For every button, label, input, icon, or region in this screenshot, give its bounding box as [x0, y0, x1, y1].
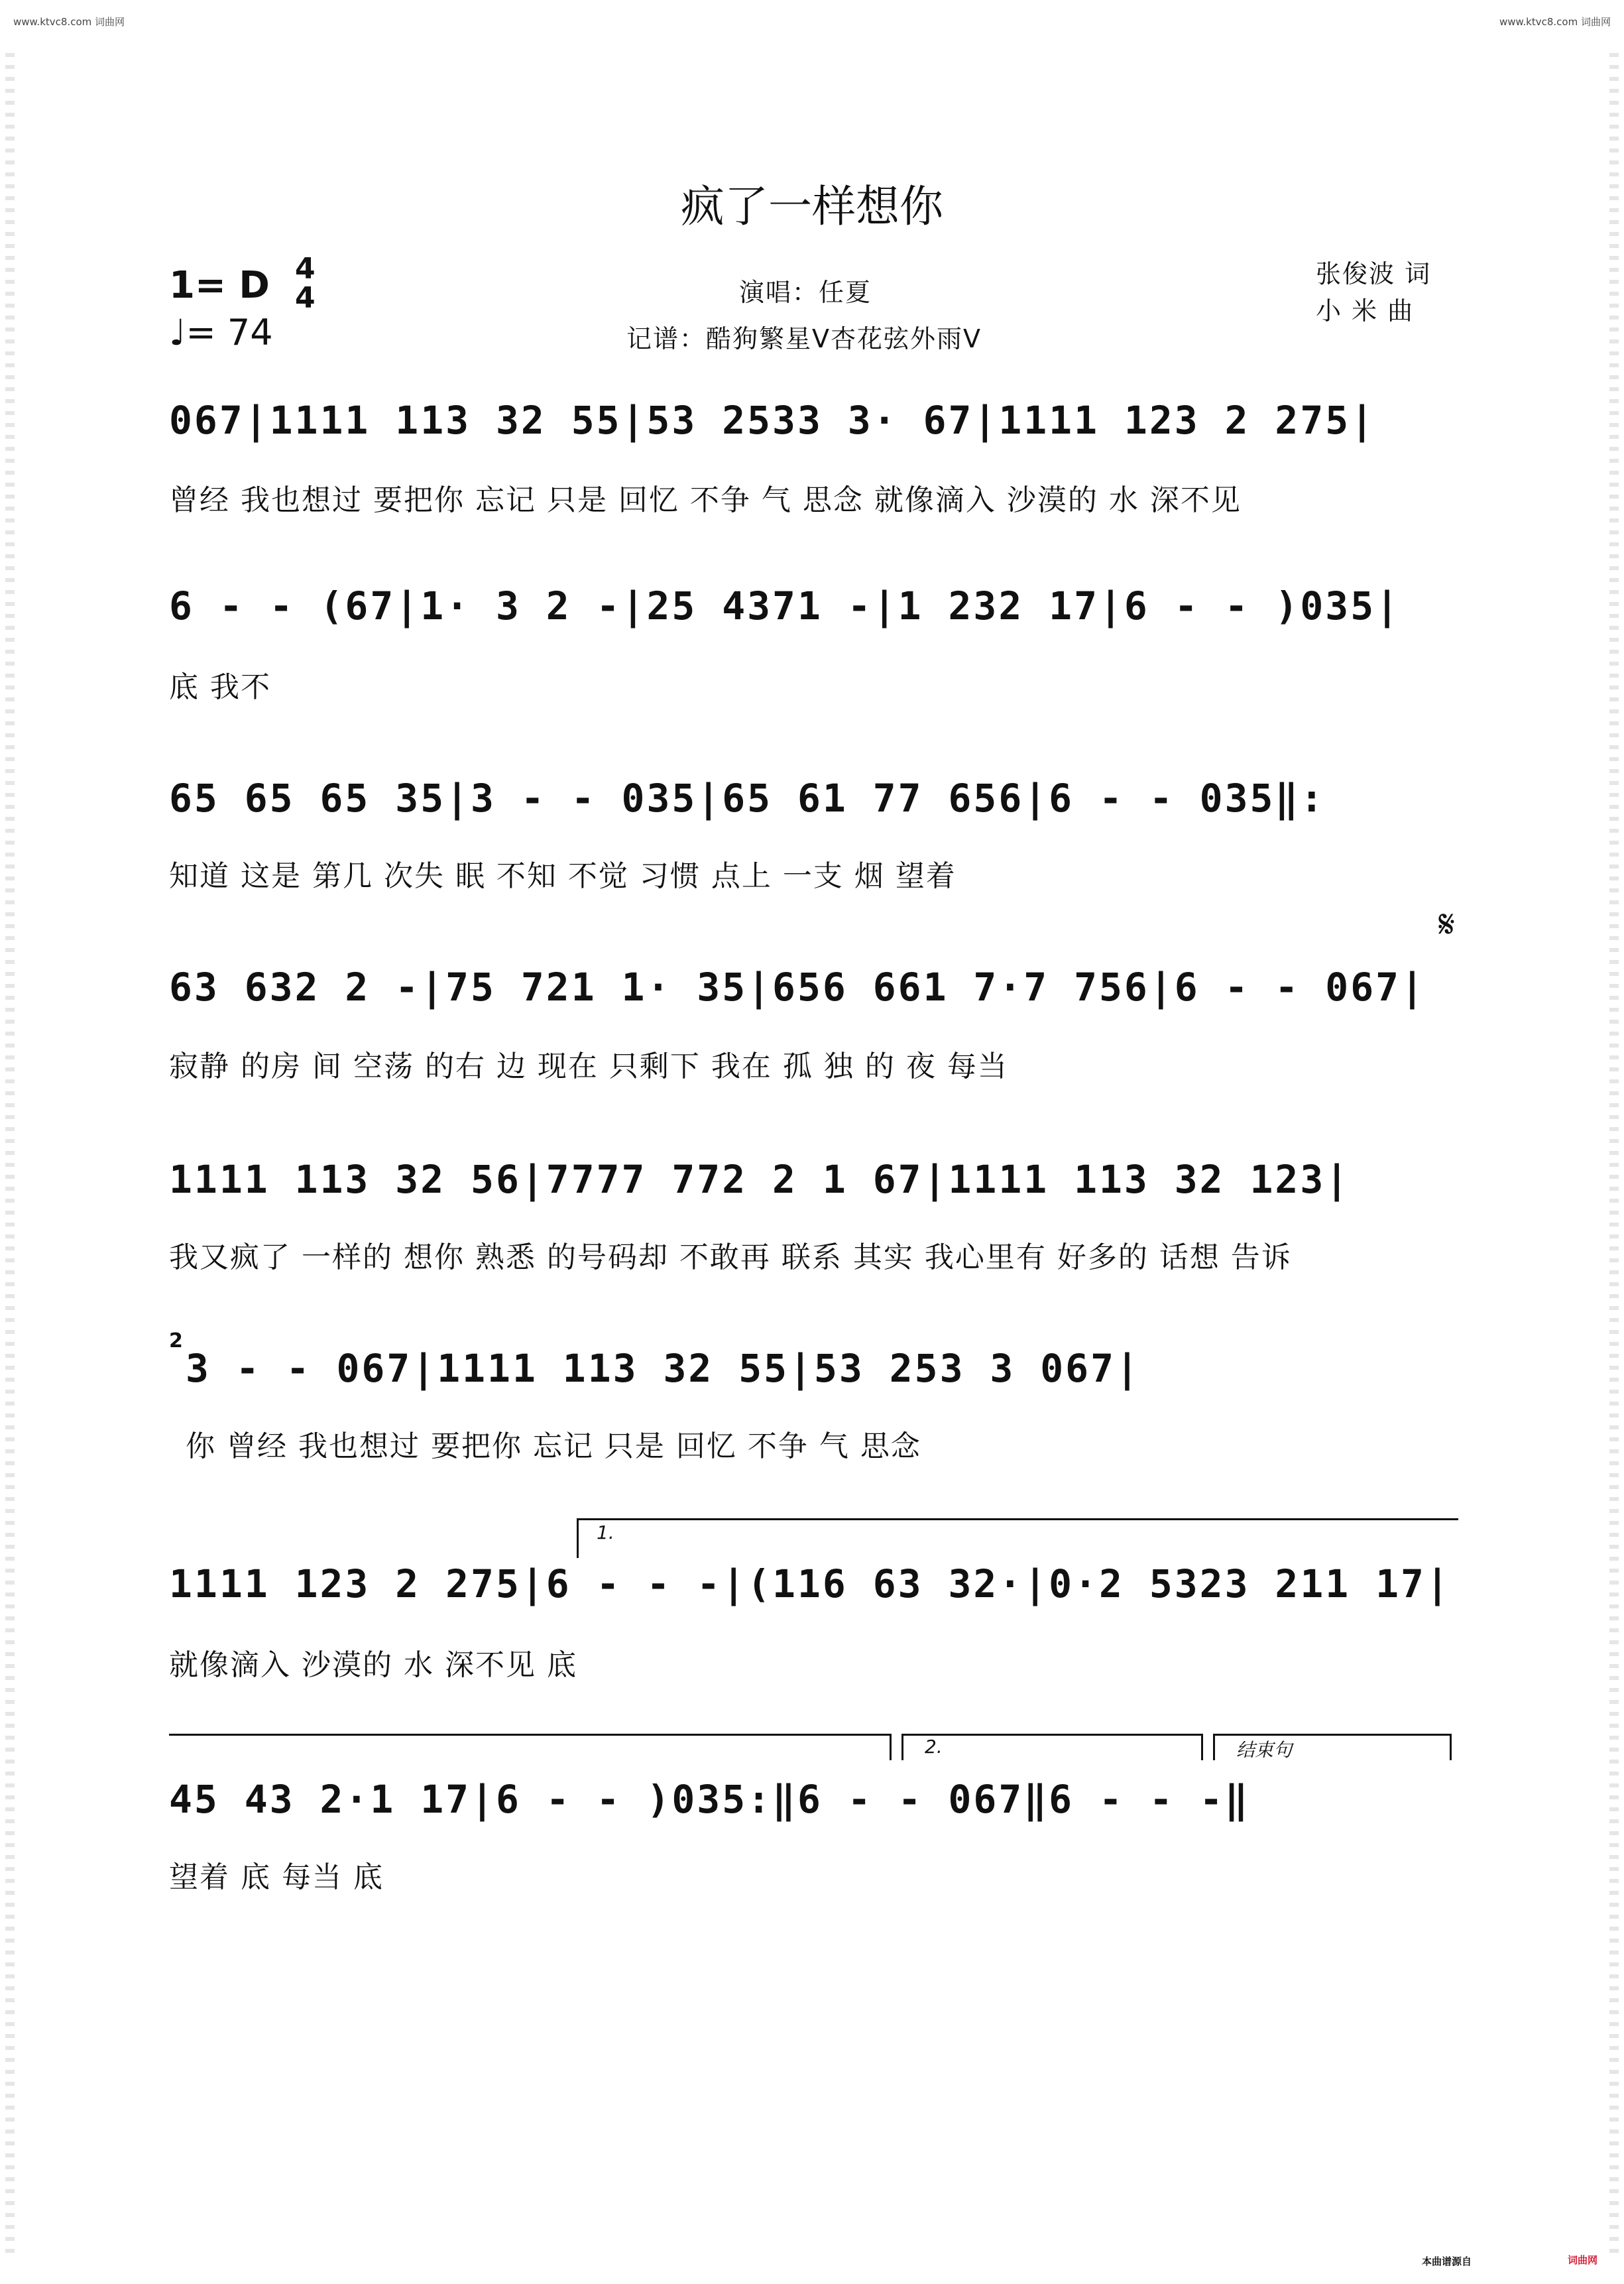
tempo-marking: ♩= 74	[169, 312, 273, 353]
time-sig-top: 4	[295, 252, 316, 286]
lyricist-credit: 张俊波 词	[1316, 259, 1432, 288]
coda-label: 结束句	[1236, 1739, 1293, 1761]
second-ending-bracket	[901, 1734, 1203, 1736]
first-ending-bracket-end	[890, 1734, 892, 1760]
coda-repeat-mark: 2	[169, 1329, 183, 1352]
segno-sign: 𝄋	[1438, 902, 1455, 947]
footer-site-logo: 词曲网	[1567, 2254, 1597, 2266]
left-margin-border	[5, 53, 15, 2257]
transcriber-credit: 记谱：酷狗繁星V杏花弦外雨V	[626, 324, 982, 353]
footer-source-label: 本曲谱源自	[1421, 2255, 1472, 2267]
singer-credit: 演唱：任夏	[739, 278, 872, 307]
second-ending-label: 2.	[925, 1736, 943, 1758]
notation-line-2: 6 - - (67|1· 3 2 -|25 4371 -|1 232 17|6 - - )035|	[169, 583, 1401, 629]
composer-credit: 小 米 曲	[1316, 296, 1415, 326]
right-margin-border	[1609, 53, 1619, 2257]
first-ending-label: 1.	[597, 1522, 614, 1543]
header-left-site: www.ktvc8.com 词曲网	[13, 16, 125, 28]
lyrics-line-8: 望着 底 每当 底	[169, 1860, 384, 1894]
second-ending-bracket-end	[1201, 1734, 1203, 1760]
second-ending-bracket-start	[901, 1734, 903, 1760]
lyrics-line-4: 寂静 的房 间 空荡 的右 边 现在 只剩下 我在 孤 独 的 夜 每当	[169, 1050, 1008, 1083]
notation-line-3: 65 65 65 35|3 - - 035|65 61 77 656|6 - - 035‖:	[169, 776, 1326, 821]
lyrics-line-5: 我又疯了 一样的 想你 熟悉 的号码却 不敢再 联系 其实 我心里有 好多的 话想 告诉	[169, 1240, 1292, 1274]
notation-line-5: 1111 113 32 56|7777 772 2 1 67|1111 113 32 123|	[169, 1157, 1351, 1202]
lyrics-line-3: 知道 这是 第几 次失 眠 不知 不觉 习惯 点上 一支 烟 望着	[169, 859, 957, 893]
time-sig-bottom: 4	[295, 281, 316, 315]
notation-line-1: 067|1111 113 32 55|53 2533 3· 67|1111 123 2 275|	[169, 398, 1376, 443]
notation-line-6: 3 - - 067|1111 113 32 55|53 253 3 067|	[186, 1346, 1141, 1391]
key-signature: 1= D	[169, 264, 270, 307]
notation-line-8: 45 43 2·1 17|6 - - )035:‖6 - - 067‖6 - - -‖	[169, 1777, 1250, 1822]
lyrics-line-7: 就像滴入 沙漠的 水 深不见 底	[169, 1648, 577, 1682]
lyrics-line-2: 底 我不	[169, 670, 271, 704]
first-ending-bracket-start	[577, 1518, 579, 1558]
lyrics-line-6: 你 曾经 我也想过 要把你 忘记 只是 回忆 不争 气 思念	[186, 1429, 921, 1463]
notation-line-7: 1111 123 2 275|6 - - -|(116 63 32·|0·2 5323 211 17|	[169, 1561, 1451, 1606]
song-title: 疯了一样想你	[681, 181, 943, 232]
notation-line-4: 63 632 2 -|75 721 1· 35|656 661 7·7 756|6 - - 067|	[169, 965, 1426, 1010]
header-right-site: www.ktvc8.com 词曲网	[1499, 16, 1611, 28]
first-ending-bracket	[577, 1518, 1458, 1520]
time-signature	[295, 252, 316, 315]
coda-bracket-end	[1450, 1734, 1452, 1760]
coda-bracket-start	[1213, 1734, 1215, 1760]
lyrics-line-1: 曾经 我也想过 要把你 忘记 只是 回忆 不争 气 思念 就像滴入 沙漠的 水 深不见	[169, 483, 1242, 517]
first-ending-bracket-continued	[169, 1734, 892, 1736]
